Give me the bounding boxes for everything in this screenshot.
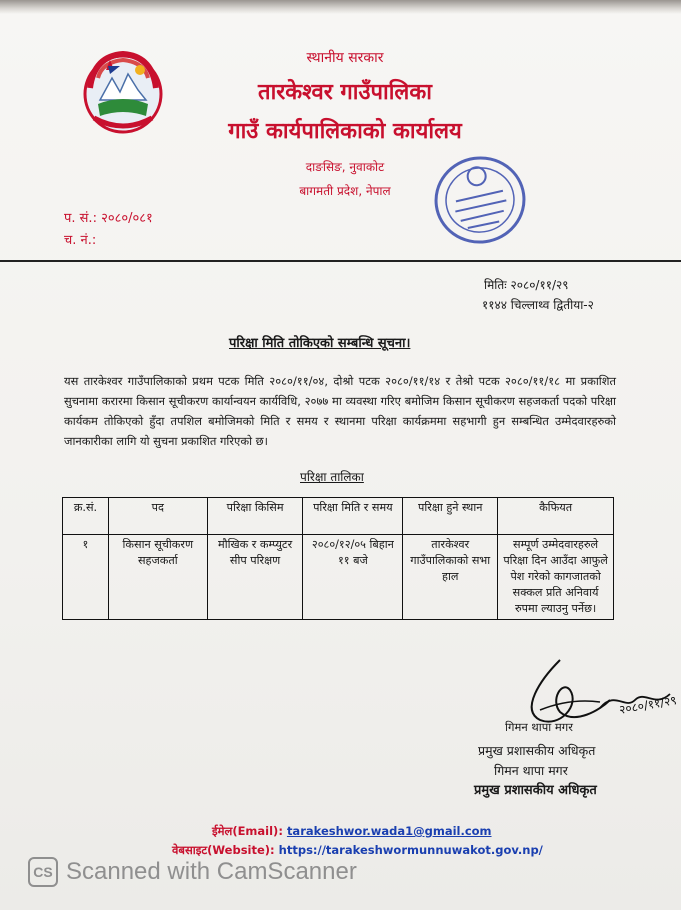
footer-email bbox=[212, 824, 492, 839]
email-label: ईमेल(Email): bbox=[212, 824, 283, 838]
address-line-2: बागमती प्रदेश, नेपाल bbox=[299, 184, 391, 198]
table-row bbox=[63, 535, 614, 620]
exam-schedule-table bbox=[62, 497, 614, 620]
table-header-row bbox=[63, 498, 614, 535]
header-remarks: कैफियत bbox=[498, 498, 614, 535]
cell-remarks: सम्पूर्ण उम्मेदवारहरुले परिक्षा दिन आउँदा आफुले पेश गरेको कागजातको सक्कल प्रति अनिवार्य रुपमा ल्याउनु पर्नेछ। bbox=[498, 535, 614, 620]
cell-exam-date-time: २०८०/१२/०५ बिहान ११ बजे bbox=[303, 535, 403, 620]
nepal-government-emblem-icon bbox=[80, 48, 166, 136]
cell-exam-venue: तारकेश्वर गाउँपालिकाको सभा हाल bbox=[403, 535, 498, 620]
camscanner-logo-icon: CS bbox=[28, 857, 58, 887]
table-caption: परिक्षा तालिका bbox=[300, 470, 364, 484]
cell-exam-type: मौखिक र कम्प्युटर सीप परिक्षण bbox=[207, 535, 303, 620]
letter-reference-number: प. सं.: २०८०/०८१ bbox=[64, 211, 153, 226]
header-post: पद bbox=[108, 498, 207, 535]
camscanner-text: Scanned with CamScanner bbox=[66, 858, 357, 885]
header-divider bbox=[0, 260, 681, 262]
dispatch-number: च. नं.: bbox=[64, 233, 97, 248]
website-link[interactable]: https://tarakeshwormunnuwakot.gov.np/ bbox=[278, 843, 543, 857]
header-exam-date-time: परिक्षा मिति र समय bbox=[303, 498, 403, 535]
camscanner-watermark bbox=[28, 857, 357, 887]
cell-serial-number: १ bbox=[63, 535, 109, 620]
office-seal-stamp-icon bbox=[428, 150, 532, 250]
email-link[interactable]: tarakeshwor.wada1@gmail.com bbox=[286, 824, 492, 838]
scan-edge-shadow bbox=[0, 0, 681, 14]
stamped-signatory-title: प्रमुख प्रशासकीय अधिकृत bbox=[474, 783, 597, 798]
lunar-date: ११४४ चिल्लाथ्व द्वितीया-२ bbox=[482, 298, 594, 312]
footer-website bbox=[172, 843, 543, 858]
local-government-label: स्थानीय सरकार bbox=[306, 50, 384, 66]
website-label: वेबसाइट(Website): bbox=[172, 843, 275, 857]
office-name: गाउँ कार्यपालिकाको कार्यालय bbox=[228, 119, 462, 144]
header-exam-venue: परिक्षा हुने स्थान bbox=[403, 498, 498, 535]
address-line-1: दाङसिङ, नुवाकोट bbox=[305, 160, 385, 174]
handwritten-date: २०८०/११/२९ bbox=[618, 693, 678, 717]
header-serial-number: क्र.सं. bbox=[63, 498, 109, 535]
signatory-handwritten-name: गिमन थापा मगर bbox=[505, 720, 573, 734]
cell-post: किसान सूचीकरण सहजकर्ता bbox=[108, 535, 207, 620]
municipality-name: तारकेश्वर गाउँपालिका bbox=[258, 80, 432, 105]
notice-date: मितिः २०८०/११/२९ bbox=[484, 278, 569, 292]
signatory-title: प्रमुख प्रशासकीय अधिकृत bbox=[478, 743, 596, 758]
notice-title: परिक्षा मिति तोकिएको सम्बन्धि सूचना। bbox=[229, 336, 411, 351]
notice-body: यस तारकेश्वर गाउँपालिकाको प्रथम पटक मिति २०८०/११/०४, दोश्रो पटक २०८०/११/१४ र तेश्रो पटक २०८०/११/१८ मा प्रकाशित सुचनामा करारमा किसान सूचीकरण कार्यान्वयन कार्यविधि, २०७७ मा व्यवस्था गरिए बमोजिम किसान सूचीकरण सहजकर्ता पदको परिक्षा कार्यकम तोकिएको हुँदा तपशिल बमोजिमको मिति र समय र स्थानमा परिक्षा कार्यक्रममा सहभागी हुन सम्बन्धित उम्मेदवारहरुको जानकारीका लागि यो सुचना प्रकाशित गरिएको छ। bbox=[64, 374, 616, 448]
header-exam-type: परिक्षा किसिम bbox=[207, 498, 303, 535]
stamped-signatory-name: गिमन थापा मगर bbox=[494, 763, 568, 778]
